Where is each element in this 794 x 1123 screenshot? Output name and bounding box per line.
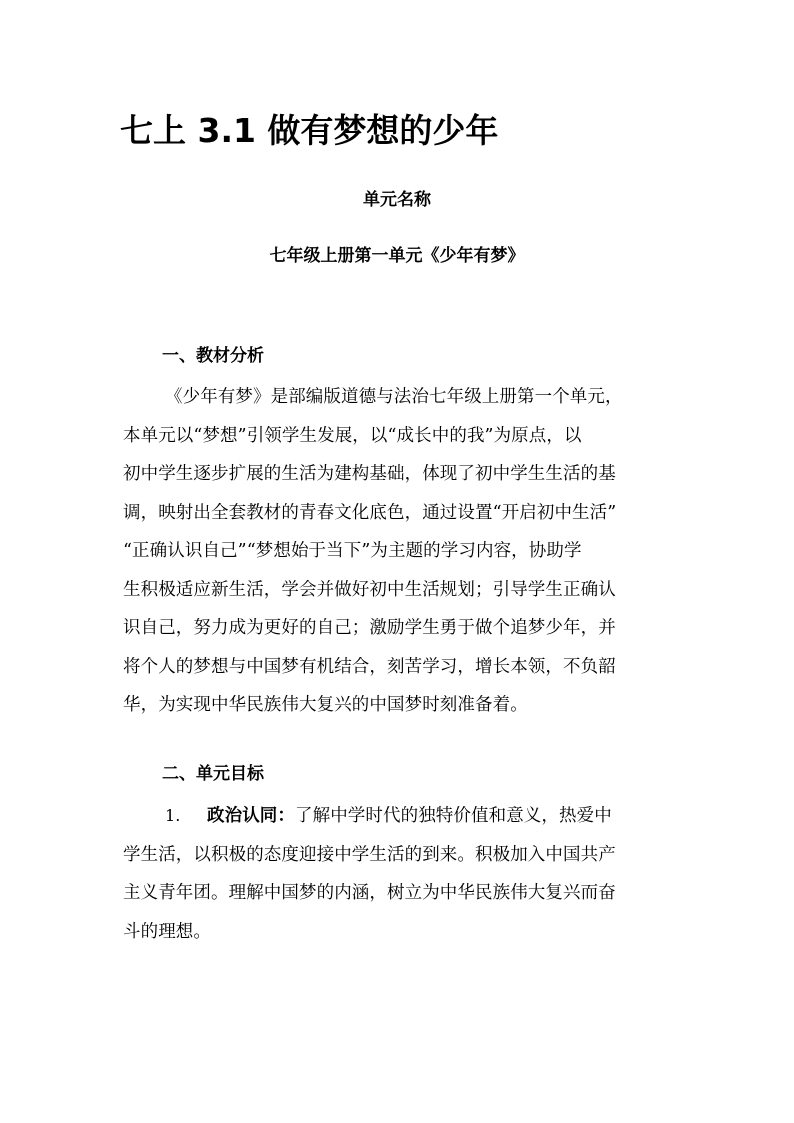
- section-heading-textbook-analysis: 一、教材分析: [162, 346, 264, 366]
- paragraph-line: 生积极适应新生活，学会并做好初中生活规划；引导学生正确认: [123, 579, 616, 600]
- unit-goal-item-1: [123, 797, 683, 951]
- section-heading-unit-goals: 二、单元目标: [162, 764, 264, 784]
- paragraph-line: 识自己，努力成为更好的自己；激励学生勇于做个追梦少年，并: [123, 618, 616, 638]
- document-title: 七上 3.1 做有梦想的少年: [120, 111, 499, 150]
- paragraph-line: 学生活，以积极的态度迎接中学生活的到来。积极加入中国共产: [123, 844, 616, 865]
- paragraph-line: “正确认识自己”“梦想始于当下”为主题的学习内容，协助学: [123, 541, 582, 561]
- paragraph-line: 《少年有梦》是部编版道德与法治七年级上册第一个单元，: [165, 387, 623, 407]
- paragraph-line: 本单元以“梦想”引领学生发展，以“成长中的我”为原点，以: [123, 425, 582, 446]
- paragraph-line: 将个人的梦想与中国梦有机结合，刻苦学习，增长本领，不负韶: [123, 656, 616, 677]
- paragraph-line: 斗的理想。: [123, 921, 211, 942]
- paragraph-line: 主义青年团。理解中国梦的内涵，树立为中华民族伟大复兴而奋: [123, 883, 616, 903]
- paragraph-line: 初中学生逐步扩展的生活为建构基础，体现了初中学生生活的基: [123, 464, 616, 484]
- paragraph-line: 调，映射出全套教材的青春文化底色，通过设置“开启初中生活”: [123, 502, 617, 523]
- goal-label: 政治认同：: [207, 806, 295, 826]
- goal-first-line: [123, 797, 683, 836]
- list-number: 1.: [165, 806, 181, 825]
- unit-label: 单元名称: [363, 190, 431, 210]
- goal-text: 了解中学时代的独特价值和意义，热爱中: [295, 806, 612, 826]
- textbook-analysis-paragraph: [123, 378, 683, 725]
- unit-name: 七年级上册第一单元《少年有梦》: [269, 246, 525, 266]
- paragraph-line: 华，为实现中华民族伟大复兴的中国梦时刻准备着。: [123, 695, 528, 715]
